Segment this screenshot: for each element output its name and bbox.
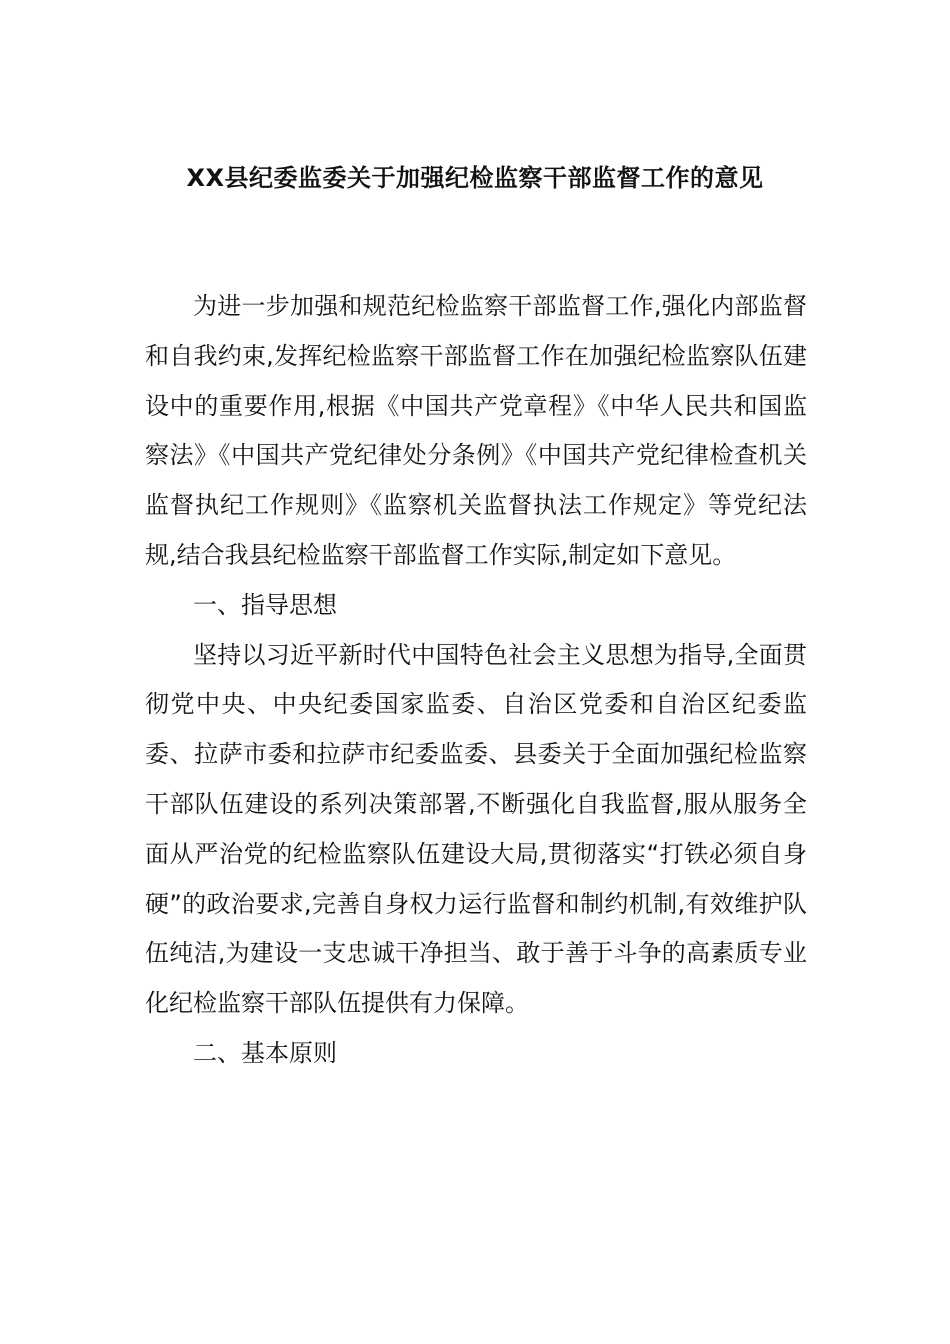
document-body bbox=[145, 282, 807, 1079]
section-heading-basic-principles: 二、基本原则 bbox=[193, 1038, 337, 1067]
guiding-ideology-paragraph: 坚持以习近平新时代中国特色社会主义思想为指导,全面贯彻党中央、中央纪委国家监委、自治区党委和自治区纪委监委、拉萨市委和拉萨市纪委监委、县委关于全面加强纪检监察干部队伍建设的系列决策部署,不断强化自我监督,服从服务全面从严治党的纪检监察队伍建设大局,贯彻落实“打铁必须自身硬”的政治要求,完善自身权力运行监督和制约机制,有效维护队伍纯洁,为建设一支忠诚干净担当、敢于善于斗争的高素质专业化纪检监察干部队伍提供有力保障。 bbox=[145, 640, 807, 1018]
section-heading-guiding-ideology: 一、指导思想 bbox=[193, 590, 337, 619]
document-title: XX县纪委监委关于加强纪检监察干部监督工作的意见 bbox=[186, 164, 764, 192]
intro-paragraph: 为进一步加强和规范纪检监察干部监督工作,强化内部监督和自我约束,发挥纪检监察干部监督工作在加强纪检监察队伍建设中的重要作用,根据《中国共产党章程》《中华人民共和国监察法》《中国共产党纪律处分条例》《中国共产党纪律检查机关监督执纪工作规则》《监察机关监督执法工作规定》等党纪法规,结合我县纪检监察干部监督工作实际,制定如下意见。 bbox=[145, 292, 807, 569]
